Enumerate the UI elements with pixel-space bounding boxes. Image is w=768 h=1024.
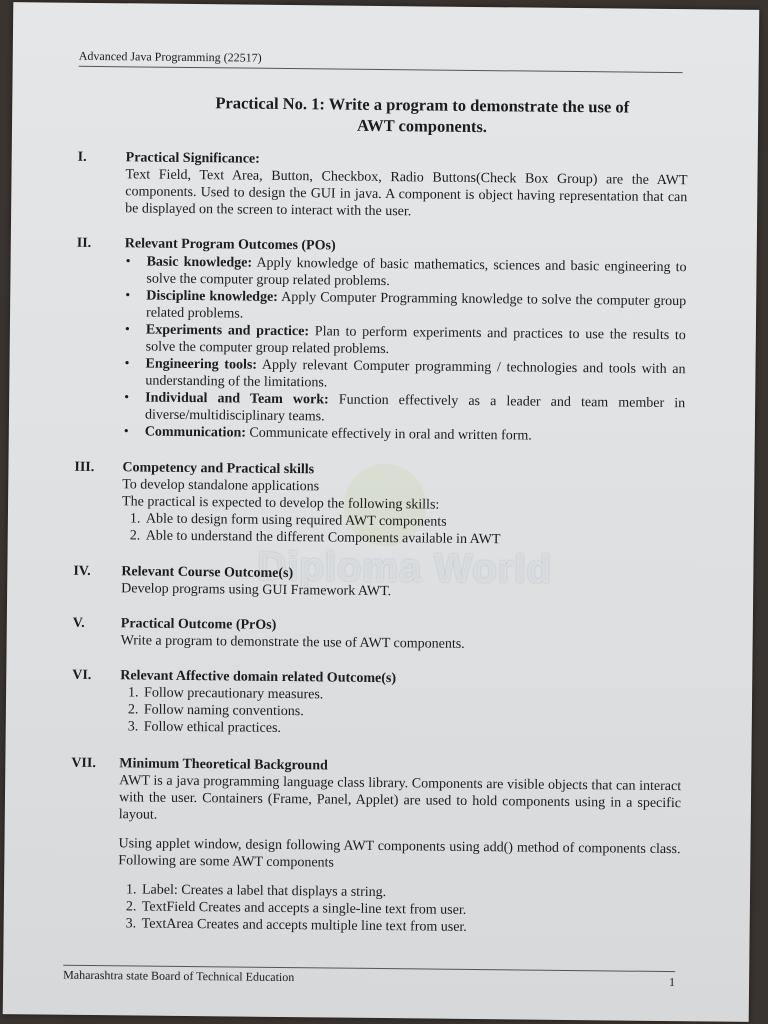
list-item: 2. TextField Creates and accepts a single-line text from user. xyxy=(140,898,680,921)
section-title: Practical Outcome (PrOs) xyxy=(120,616,277,633)
list-item: • Communication: Communicate effectively in oral and written form. xyxy=(145,424,685,447)
components-list xyxy=(118,881,681,938)
document-page xyxy=(3,2,760,1022)
section-title: Practical Significance: xyxy=(125,150,260,167)
page-number: 1 xyxy=(669,975,676,990)
list-item: • Basic knowledge: Apply knowledge of basic mathematics, sciences and basic engineering to solve the computer group related problems. xyxy=(146,254,686,294)
page-header: Advanced Java Programming (22517) xyxy=(79,49,683,73)
list-item: • Individual and Team work: Function effectively as a leader and team member in diverse/multidisciplinary teams. xyxy=(145,390,685,430)
footer-text: Maharashtra state Board of Technical Education xyxy=(63,967,295,985)
list-item: 2. Able to understand the different Components available in AWT xyxy=(144,528,684,551)
list-item: 1. Able to design form using required AWT components xyxy=(144,511,684,534)
section-significance xyxy=(77,149,688,223)
list-item: • Discipline knowledge: Apply Computer Programming knowledge to solve the computer group related problems. xyxy=(146,288,686,328)
section-line: The practical is expected to develop the following skills: xyxy=(122,494,440,513)
affective-list xyxy=(120,684,683,741)
section-paragraph: Using applet window, design following AWT components using add() method of components class. Following are some AWT components xyxy=(118,836,681,871)
list-item: 3. TextArea Creates and accepts multiple line text from user. xyxy=(140,915,680,938)
section-number: VI. xyxy=(72,667,92,683)
skills-list xyxy=(122,510,684,550)
section-course-outcome xyxy=(73,563,683,603)
list-item: 3. Follow ethical practices. xyxy=(142,719,682,742)
section-line: To develop standalone applications xyxy=(122,477,320,495)
outcomes-list xyxy=(123,253,687,446)
section-number: VII. xyxy=(71,755,96,772)
page-footer xyxy=(63,965,675,989)
section-number: III. xyxy=(74,459,95,475)
watermark-text: Diploma World xyxy=(257,544,553,592)
section-title: Competency and Practical skills xyxy=(122,460,315,478)
section-number: IV. xyxy=(73,563,91,579)
section-practical-outcome xyxy=(73,615,683,655)
list-item: 1. Follow precautionary measures. xyxy=(142,685,682,708)
section-body: Write a program to demonstrate the use of AWT components. xyxy=(120,633,465,652)
section-title: Relevant Program Outcomes (POs) xyxy=(124,236,336,254)
page-title xyxy=(162,92,682,139)
section-affective-outcomes xyxy=(72,667,683,741)
section-body: Develop programs using GUI Framework AWT. xyxy=(121,581,392,600)
section-title: Relevant Affective domain related Outcome(s) xyxy=(120,668,397,687)
list-item: • Engineering tools: Apply relevant Computer programming / technologies and tools with an understanding of the limitations. xyxy=(145,356,685,396)
section-number: I. xyxy=(77,149,87,165)
section-title: Relevant Course Outcome(s) xyxy=(121,564,294,582)
list-item: 2. Follow naming conventions. xyxy=(142,702,682,725)
section-competency xyxy=(74,459,685,550)
section-title: Minimum Theoretical Background xyxy=(119,756,328,774)
section-program-outcomes xyxy=(75,235,687,446)
section-theoretical-background xyxy=(70,755,682,938)
list-item: • Experiments and practice: Plan to perform experiments and practices to use the results to solve the computer group related problems. xyxy=(146,322,686,362)
list-item: 1. Label: Creates a label that displays a string. xyxy=(140,881,680,904)
title-line-2: AWT components. xyxy=(356,115,488,137)
section-number: V. xyxy=(72,615,85,631)
section-body: Text Field, Text Area, Button, Checkbox, Radio Buttons(Check Box Group) are the AWT components. Used to design the GUI in java. A component is object having representation that can be displayed on the screen to interact with the user. xyxy=(125,167,688,220)
section-number: II. xyxy=(76,235,92,251)
title-line-1: Practical No. 1: Write a program to demonstrate the use of xyxy=(215,93,630,117)
section-paragraph: AWT is a java programming language class library. Components are visible objects that can interact with the user. Containers (Frame, Panel, Applet) are used to hold components using in a specific layout. xyxy=(118,773,682,823)
